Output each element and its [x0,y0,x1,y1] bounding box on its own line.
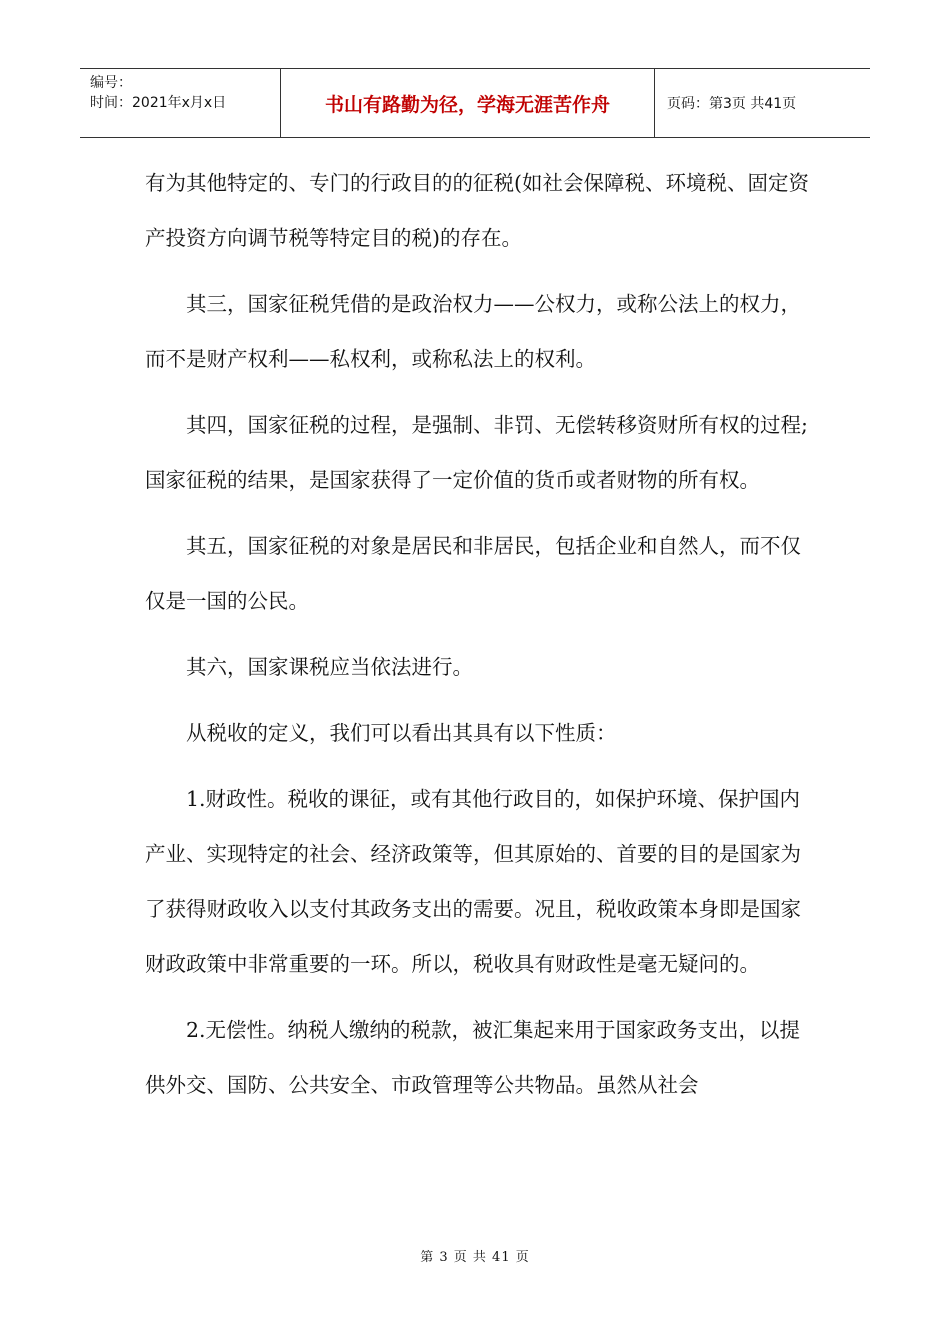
header-motto: 书山有路勤为径，学海无涯苦作舟 [281,69,655,137]
page-header [80,68,870,138]
paragraph: 从税收的定义，我们可以看出其具有以下性质： [186,721,617,745]
document-date: 时间：2021年x月x日 [90,95,227,111]
paragraph: 2.无偿性。纳税人缴纳的税款，被汇集起来用于国家政务支出，以提供外交、国防、公共安全、市政管理等公共物品。虽然从社会 [145,1018,801,1097]
paragraph: 有为其他特定的、专门的行政目的的征税(如社会保障税、环境税、固定资产投资方向调节税等特定目的税)的存在。 [145,171,809,250]
header-page-info: 页码：第3页 共41页 [667,96,797,112]
paragraph: 其四，国家征税的过程，是强制、非罚、无偿转移资财所有权的过程;国家征税的结果，是国家获得了一定价值的货币或者财物的所有权。 [145,413,808,492]
paragraph: 其五，国家征税的对象是居民和非居民，包括企业和自然人，而不仅仅是一国的公民。 [145,534,801,613]
page-footer: 第 3 页 共 41 页 [420,1250,530,1265]
document-body [145,156,810,1124]
header-meta [80,69,281,137]
paragraph: 其三，国家征税凭借的是政治权力——公权力，或称公法上的权力，而不是财产权利——私权利，或称私法上的权利。 [145,292,801,371]
document-number-label: 编号： [90,75,132,91]
paragraph: 1.财政性。税收的课征，或有其他行政目的，如保护环境、保护国内产业、实现特定的社会、经济政策等，但其原始的、首要的目的是国家为了获得财政收入以支付其政务支出的需要。况且，税收政策本身即是国家财政政策中非常重要的一环。所以，税收具有财政性是毫无疑问的。 [145,787,801,976]
paragraph: 其六，国家课税应当依法进行。 [186,655,473,679]
